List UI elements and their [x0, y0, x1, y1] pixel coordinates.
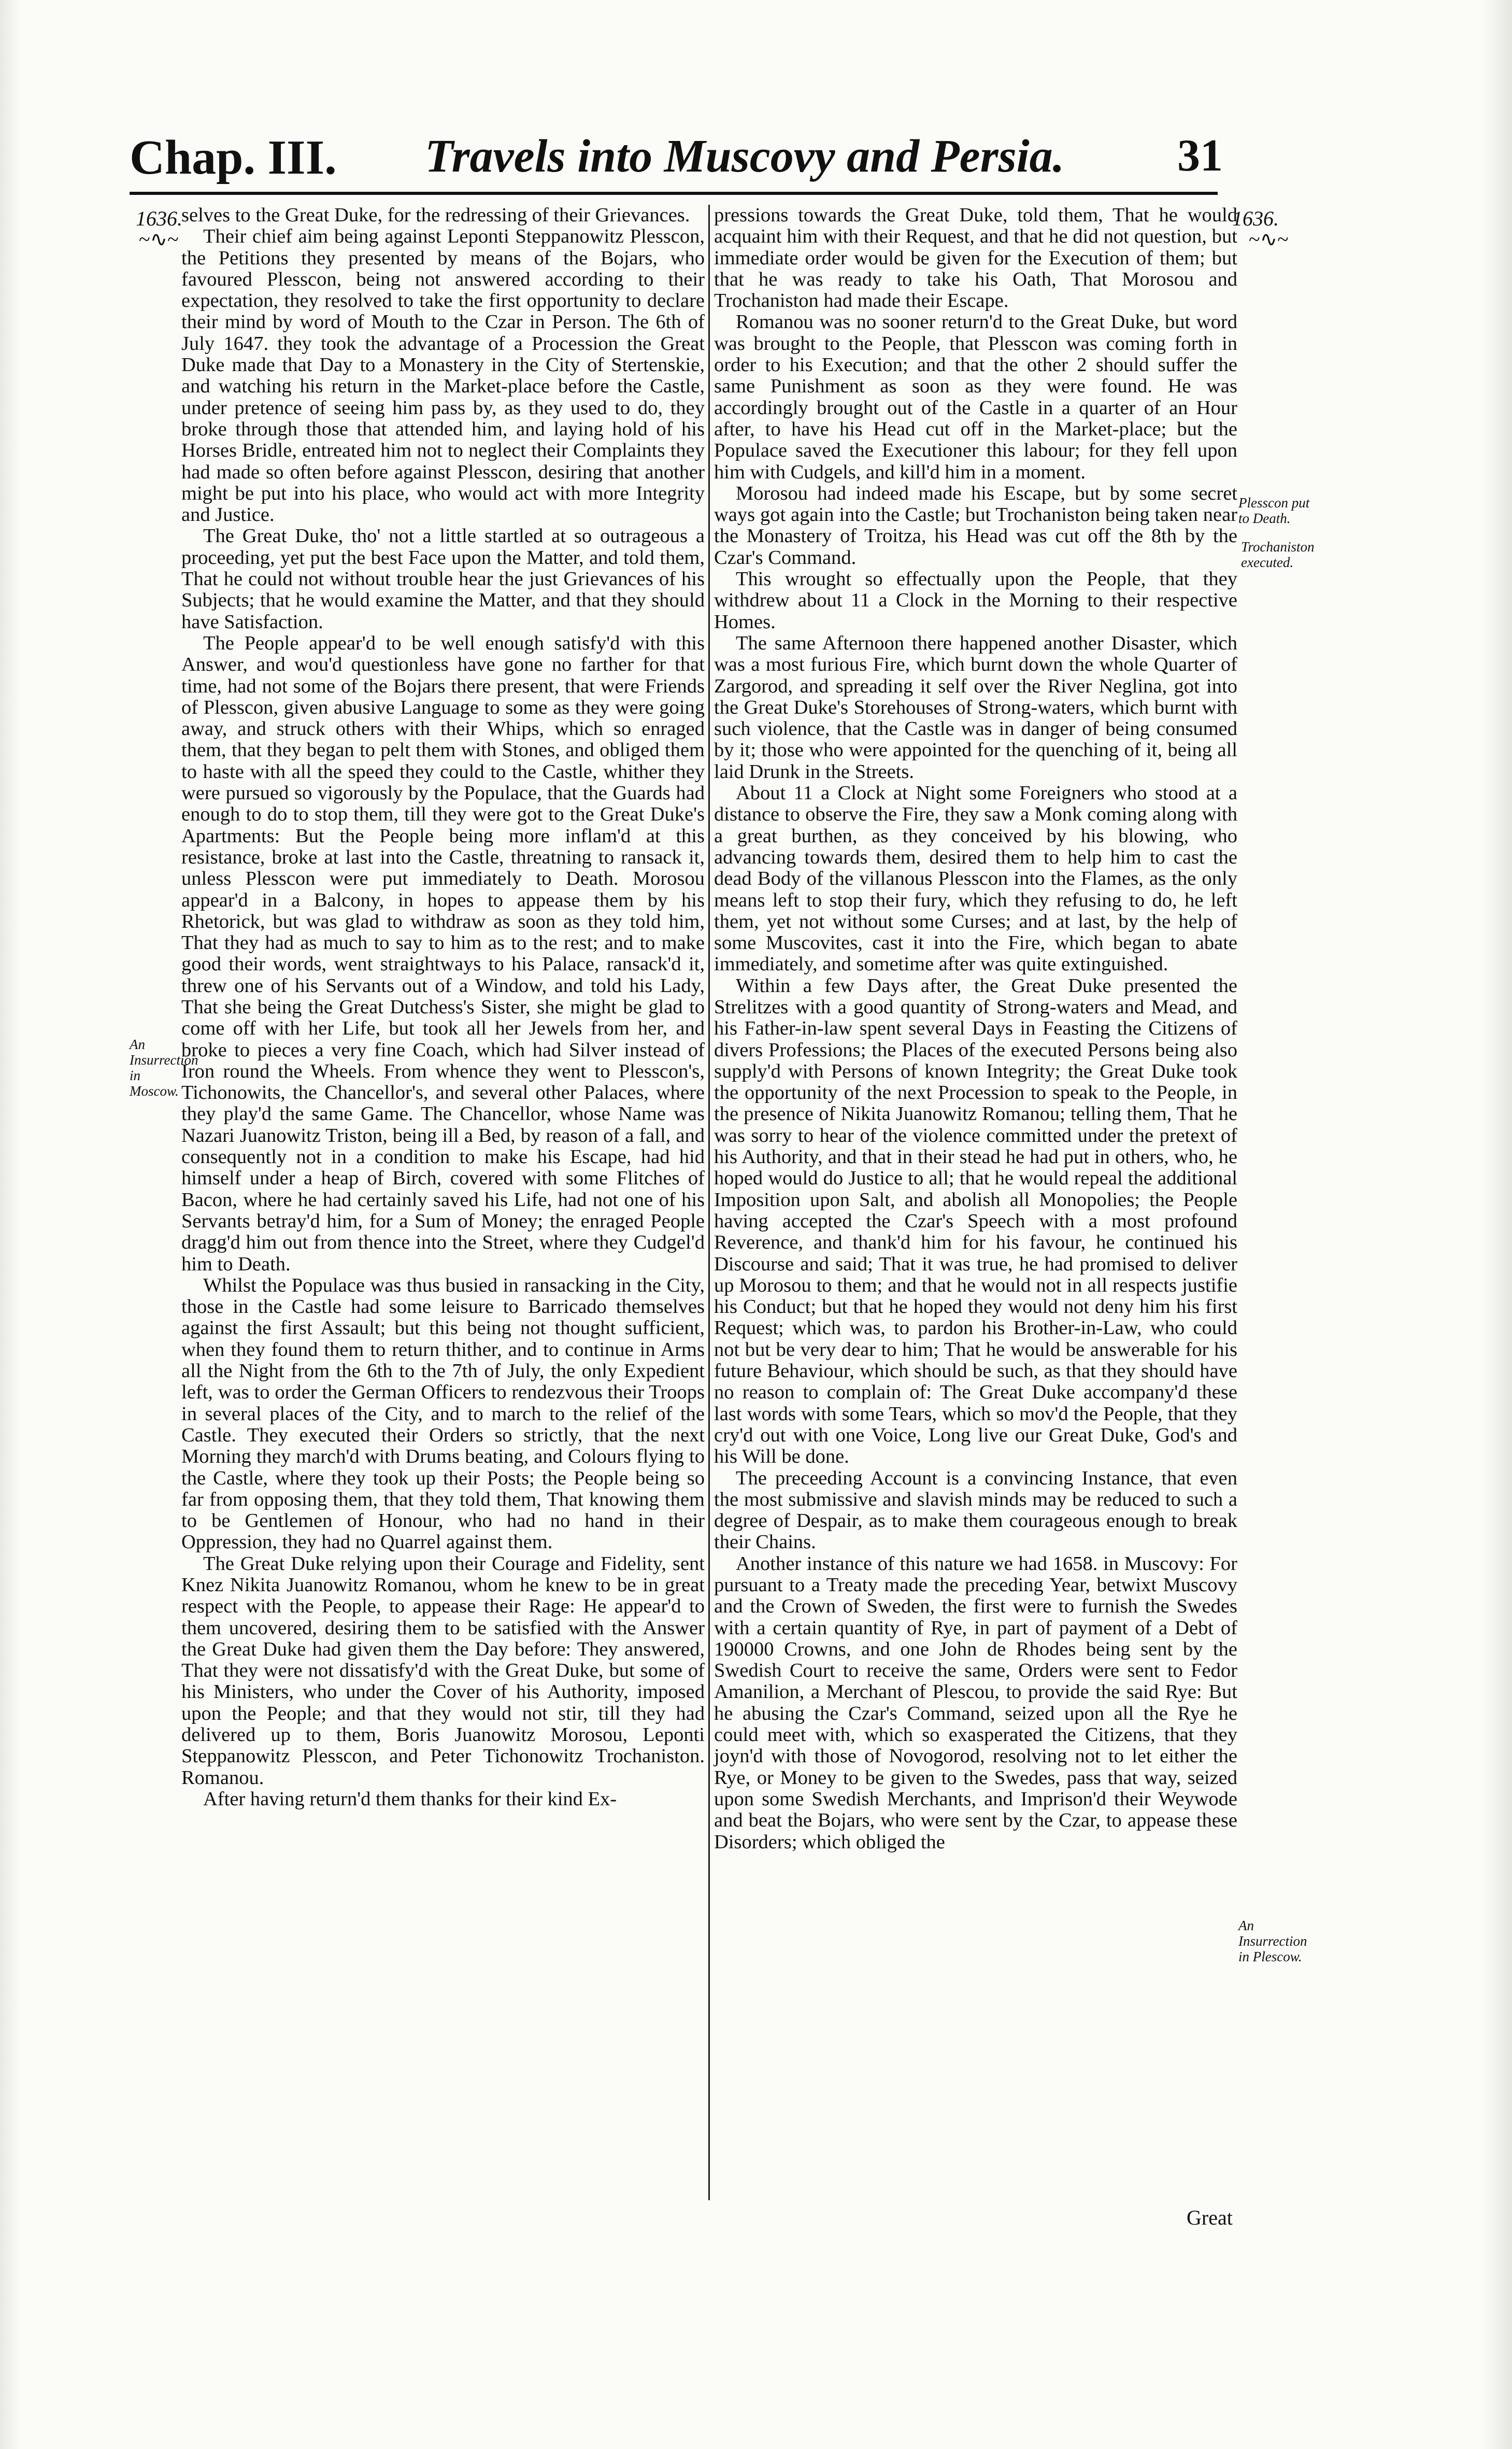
chapter-label: Chap. III.	[130, 131, 337, 185]
paragraph: The same Afternoon there happened another Disaster, which was a most furious Fire, which burnt down the whole Quarter of Zargorod, and spreading it self over the River Neglina, got into the Great Duke's Storehouses of Strong-waters, which burnt with such violence, that the Castle was in danger of being consumed by it; those who were appointed for the quenching of it, being all laid Drunk in the Streets.	[714, 632, 1237, 783]
paragraph: After having return'd them thanks for their kind Ex-	[203, 1788, 617, 1810]
margin-year-left: 1636.	[136, 207, 182, 230]
margin-note-plesscon-death: Plesscon put to Death.	[1238, 495, 1310, 526]
running-title: Travels into Muscovy and Persia.	[425, 131, 1065, 182]
paragraph: selves to the Great Duke, for the redressing of their Grievances.	[181, 204, 690, 226]
left-column	[181, 205, 705, 1810]
paragraph: Whilst the Populace was thus busied in ransacking in the City, those in the Castle had some leisure to Barricado themselves against the first Assault; but this being not thought sufficient, when they found them to return thither, and to continue in Arms all the Night from the 6th to the 7th of July, the only Expedient left, was to order the German Officers to rendezvous their Troops in several places of the City, and to march to the relief of the Castle. They executed their Orders so strictly, that the next Morning they march'd with Drums beating, and Colours flying to the Castle, where they took up their Posts; the People being so far from opposing them, that they told them, That knowing them to be Gentlemen of Honour, who had no hand in their Oppression, they had no Quarrel against them.	[181, 1274, 705, 1553]
margin-note-insurrection-plescow: An Insurrection in Plescow.	[1238, 1918, 1307, 1964]
paragraph: The Great Duke relying upon their Courage and Fidelity, sent Knez Nikita Juanowitz Romanou, whom he knew to be in great respect with the People, to appease their Rage: He appear'd to them uncovered, desiring them to be satisfied with the Answer the Great Duke had given them the Day before: They answered, That they were not dissatisfy'd with the Great Duke, but some of his Ministers, who under the Cover of his Authority, imposed upon the People; and that they would not stir, till they had delivered up to them, Boris Juanowitz Morosou, Leponti Steppanowitz Plesscon, and Peter Tichonowitz Trochaniston. Romanou.	[181, 1552, 705, 1789]
catchword: Great	[1187, 2206, 1233, 2229]
paragraph: This wrought so effectually upon the People, that they withdrew about 11 a Clock in the Morning to their respective Homes.	[714, 568, 1237, 633]
paragraph: Another instance of this nature we had 1658. in Muscovy: For pursuant to a Treaty made the preceding Year, betwixt Muscovy and the Crown of Sweden, the first were to furnish the Swedes with a certain quantity of Rye, in part of payment of a Debt of 190000 Crowns, and one John de Rhodes being sent by the Swedish Court to receive the same, Orders were sent to Fedor Amanilion, a Merchant of Plescou, to provide the said Rye: But he abusing the Czar's Command, seized upon all the Rye he could meet with, which so exasperated the Citizens, that they joyn'd with those of Novogorod, resolving not to let either the Rye, or Money to be given to the Swedes, pass that way, seized upon some Swedish Merchants, and Imprison'd their Weywode and beat the Bojars, who were sent by the Czar, to appease these Disorders; which obliged the	[714, 1552, 1237, 1853]
column-divider	[708, 205, 710, 2200]
paragraph: About 11 a Clock at Night some Foreigners who stood at a distance to observe the Fire, they saw a Monk coming along with a great burthen, as they conceived by his blowing, who advancing towards them, desired them to help him to cast the dead Body of the villanous Plesscon into the Flames, as the only means left to stop their fury, which they refusing to do, he left them, yet not without some Curses; and at last, by the help of some Muscovites, cast it into the Fire, which began to abate immediately, and sometime after was quite extinguished.	[714, 782, 1237, 975]
page-number: 31	[1177, 131, 1223, 181]
right-column	[714, 205, 1237, 1853]
paragraph: The People appear'd to be well enough satisfy'd with this Answer, and wou'd questionless have gone no farther for that time, had not some of the Bojars there present, that were Friends of Plesscon, given abusive Language to some as they were going away, and struck others with their Whips, which so enraged them, that they began to pelt them with Stones, and obliged them to haste with all the speed they could to the Castle, whither they were pursued so vigorously by the Populace, that the Guards had enough to do to stop them, till they were got to the Great Duke's Apartments: But the People being more inflam'd at this resistance, broke at last into the Castle, threatning to ransack it, unless Plesscon were put immediately to Death. Morosou appear'd in a Balcony, in hopes to appease them by his Rhetorick, but was glad to withdraw as soon as they told him, That they had as much to say to him as to the rest; and to make good their words, went straightways to his Palace, ransack'd it, threw one of his Servants out of a Window, and told his Lady, That she being the Great Dutchess's Sister, she might be glad to come off with her Life, but took all her Jewels from her, and broke to pieces a very fine Coach, which had Silver instead of Iron round the Wheels. From whence they went to Plesscon's, Tichonowits, the Chancellor's, and several other Palaces, where they play'd the same Game. The Chancellor, whose Name was Nazari Juanowitz Triston, being ill a Bed, by reason of a fall, and consequently not in a condition to make his Escape, had hid himself under a heap of Birch, covered with some Flitches of Bacon, where he had certainly saved his Life, had not one of his Servants betray'd him, for a Sum of Money; the enraged People dragg'd him out from thence into the Street, where they Cudgel'd him to Death.	[181, 632, 705, 1275]
paragraph: Romanou was no sooner return'd to the Great Duke, but word was brought to the People, that Plesscon was coming forth in order to his Execution; and that the other 2 should suffer the same Punishment as soon as they were found. He was accordingly brought out of the Castle in a quarter of an Hour after, to have his Head cut off in the Market-place; but the Populace saved the Executioner this labour; for they fell upon him with Cudgels, and kill'd him in a moment.	[714, 311, 1237, 483]
paragraph: The preceeding Account is a convincing Instance, that even the most submissive and slavish minds may be reduced to such a degree of Despair, as to make them courageous enough to break their Chains.	[714, 1467, 1237, 1553]
margin-note-trochaniston: Trochaniston executed.	[1241, 539, 1315, 570]
flourish-right-icon: ~∿~	[1249, 228, 1289, 251]
paragraph: pressions towards the Great Duke, told them, That he would acquaint him with their Request, and that he did not question, but immediate order would be given for the Execution of them; but that he was ready to take his Oath, That Morosou and Trochaniston had made their Escape.	[714, 204, 1237, 312]
margin-year-right: 1636.	[1232, 207, 1279, 230]
paragraph: Their chief aim being against Leponti Steppanowitz Plesscon, the Petitions they presented by means of the Bojars, who favoured Plesscon, being not answered according to their expectation, they resolved to take the first opportunity to declare their mind by word of Mouth to the Czar in Person. The 6th of July 1647. they took the advantage of a Procession the Great Duke made that Day to a Monastery in the City of Stertenskie, and watching his return in the Market-place before the Castle, under pretence of seeing him pass by, as they used to do, they broke through those that attended him, and laying hold of his Horses Bridle, entreated him not to neglect their Complaints they had made so often before against Plesscon, desiring that another might be put into his place, who would act with more Integrity and Justice.	[181, 225, 705, 526]
margin-note-insurrection-moscow: An Insurrection in Moscow.	[130, 1037, 198, 1099]
running-header	[130, 130, 1223, 195]
paragraph: The Great Duke, tho' not a little startled at so outrageous a proceeding, yet put the best Face upon the Matter, and told them, That he could not without trouble hear the just Grievances of his Subjects; that he would examine the Matter, and that they should have Satisfaction.	[181, 525, 705, 633]
flourish-left-icon: ~∿~	[139, 228, 179, 251]
paragraph: Morosou had indeed made his Escape, but by some secret ways got again into the Castle; but Trochaniston being taken near the Monastery of Troitza, his Head was cut off the 8th by the Czar's Command.	[714, 482, 1237, 569]
paragraph: Within a few Days after, the Great Duke presented the Strelitzes with a good quantity of Strong-waters and Mead, and his Father-in-law spent several Days in Feasting the Citizens of divers Professions; the Places of the executed Persons being also supply'd with Persons of known Integrity; the Great Duke took the opportunity of the next Procession to speak to the People, in the presence of Nikita Juanowitz Romanou; telling them, That he was sorry to hear of the violence committed under the pretext of his Authority, and that in their stead he had put in others, who, he hoped would do Justice to all; that he would repeal the additional Imposition upon Salt, and abolish all Monopolies; the People having accepted the Czar's Speech with a most profound Reverence, and thank'd him for his favour, he continued his Discourse and said; That it was true, he had promised to deliver up Morosou to them; and that he would not in all respects justifie his Conduct; but that he hoped they would not deny him his first Request; which was, to pardon his Brother-in-Law, who could not but be very dear to him; That he would be answerable for his future Behaviour, which should be such, as that they should have no reason to complain of: The Great Duke accompany'd these last words with some Tears, which so mov'd the People, that they cry'd out with one Voice, Long live our Great Duke, God's and his Will be done.	[714, 974, 1237, 1468]
